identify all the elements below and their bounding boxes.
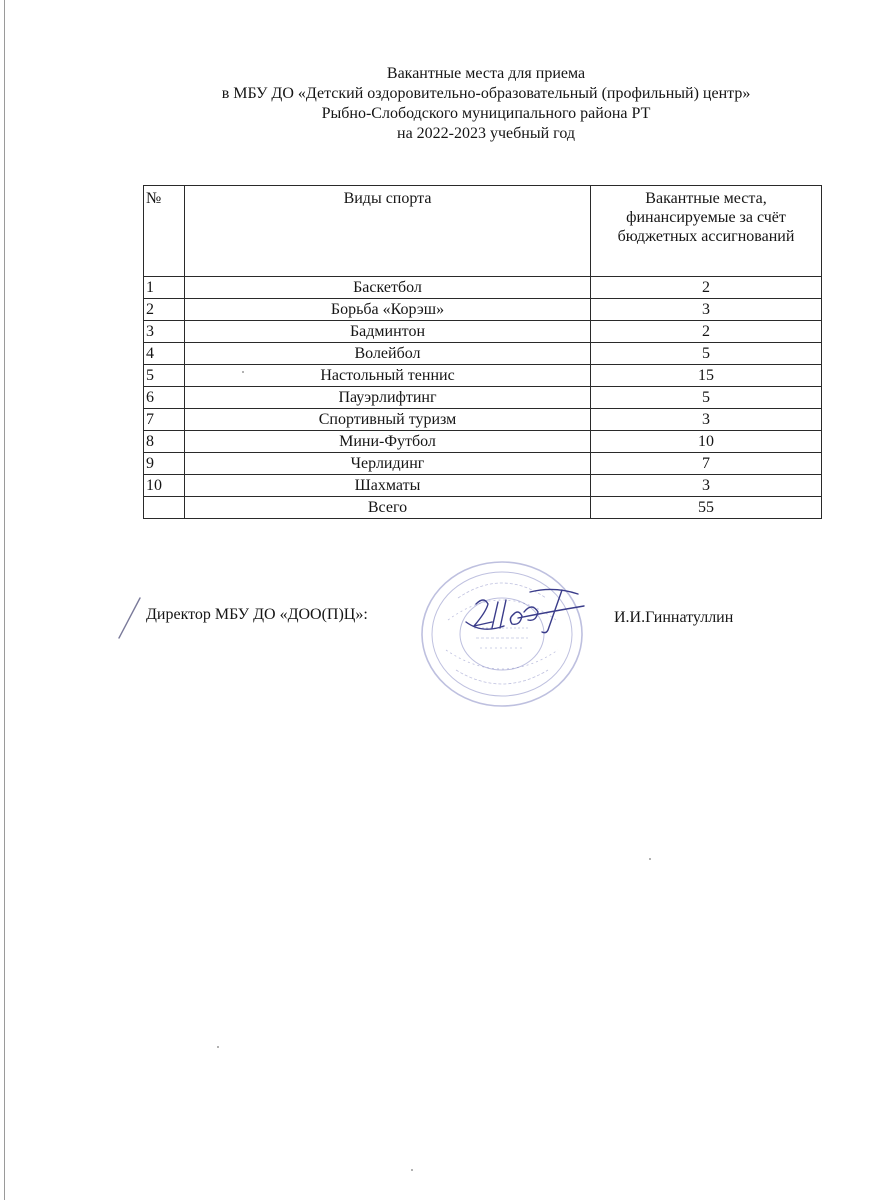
row-num: 6 bbox=[144, 387, 185, 409]
handwritten-signature bbox=[458, 582, 588, 642]
row-sport: Бадминтон bbox=[185, 321, 591, 343]
table-row bbox=[144, 431, 822, 453]
row-num: 5 bbox=[144, 365, 185, 387]
row-num: 1 bbox=[144, 277, 185, 299]
row-num: 3 bbox=[144, 321, 185, 343]
table-row bbox=[144, 299, 822, 321]
page-edge bbox=[4, 0, 5, 1200]
table-row bbox=[144, 475, 822, 497]
scan-speck bbox=[217, 1046, 219, 1048]
row-vacancies: 7 bbox=[591, 453, 822, 475]
row-num: 2 bbox=[144, 299, 185, 321]
header-vacancies: Вакантные места, финансируемые за счёт бюджетных ассигнований bbox=[591, 186, 822, 277]
total-value: 55 bbox=[591, 497, 822, 519]
row-num: 7 bbox=[144, 409, 185, 431]
table-header-row bbox=[144, 186, 822, 277]
table-row bbox=[144, 365, 822, 387]
table-row bbox=[144, 277, 822, 299]
row-num: 4 bbox=[144, 343, 185, 365]
total-num bbox=[144, 497, 185, 519]
table-row bbox=[144, 387, 822, 409]
header-sport: Виды спорта bbox=[185, 186, 591, 277]
director-label: Директор МБУ ДО «ДОО(П)Ц»: bbox=[146, 606, 368, 623]
header-num: № bbox=[144, 186, 185, 277]
row-sport: Черлидинг bbox=[185, 453, 591, 475]
title-line-1: Вакантные места для приема bbox=[386, 65, 586, 82]
row-num: 10 bbox=[144, 475, 185, 497]
table-row bbox=[144, 321, 822, 343]
table-row bbox=[144, 409, 822, 431]
row-vacancies: 5 bbox=[591, 387, 822, 409]
row-vacancies: 2 bbox=[591, 277, 822, 299]
scan-speck bbox=[242, 371, 244, 373]
row-sport: Волейбол bbox=[185, 343, 591, 365]
row-vacancies: 2 bbox=[591, 321, 822, 343]
row-sport: Мини-Футбол bbox=[185, 431, 591, 453]
pen-mark bbox=[114, 596, 144, 640]
row-vacancies: 3 bbox=[591, 299, 822, 321]
row-num: 9 bbox=[144, 453, 185, 475]
row-sport: Настольный теннис bbox=[185, 365, 591, 387]
row-sport: Спортивный туризм bbox=[185, 409, 591, 431]
row-vacancies: 3 bbox=[591, 409, 822, 431]
row-sport: Шахматы bbox=[185, 475, 591, 497]
row-vacancies: 15 bbox=[591, 365, 822, 387]
director-name: И.И.Гиннатуллин bbox=[614, 609, 734, 626]
scan-speck bbox=[649, 858, 651, 860]
document-title bbox=[100, 64, 872, 144]
row-vacancies: 5 bbox=[591, 343, 822, 365]
row-sport: Борьба «Корэш» bbox=[185, 299, 591, 321]
table-total-row bbox=[144, 497, 822, 519]
total-label: Всего bbox=[185, 497, 591, 519]
title-line-4: на 2022-2023 учебный год bbox=[397, 125, 575, 142]
vacancies-table bbox=[143, 185, 822, 519]
scan-speck bbox=[411, 1169, 413, 1171]
row-vacancies: 3 bbox=[591, 475, 822, 497]
title-line-3: Рыбно-Слободского муниципального района РТ bbox=[321, 105, 651, 122]
row-sport: Пауэрлифтинг bbox=[185, 387, 591, 409]
table-row bbox=[144, 343, 822, 365]
title-line-2: в МБУ ДО «Детский оздоровительно-образовательный (профильный) центр» bbox=[221, 85, 751, 102]
row-vacancies: 10 bbox=[591, 431, 822, 453]
table-row bbox=[144, 453, 822, 475]
row-num: 8 bbox=[144, 431, 185, 453]
row-sport: Баскетбол bbox=[185, 277, 591, 299]
